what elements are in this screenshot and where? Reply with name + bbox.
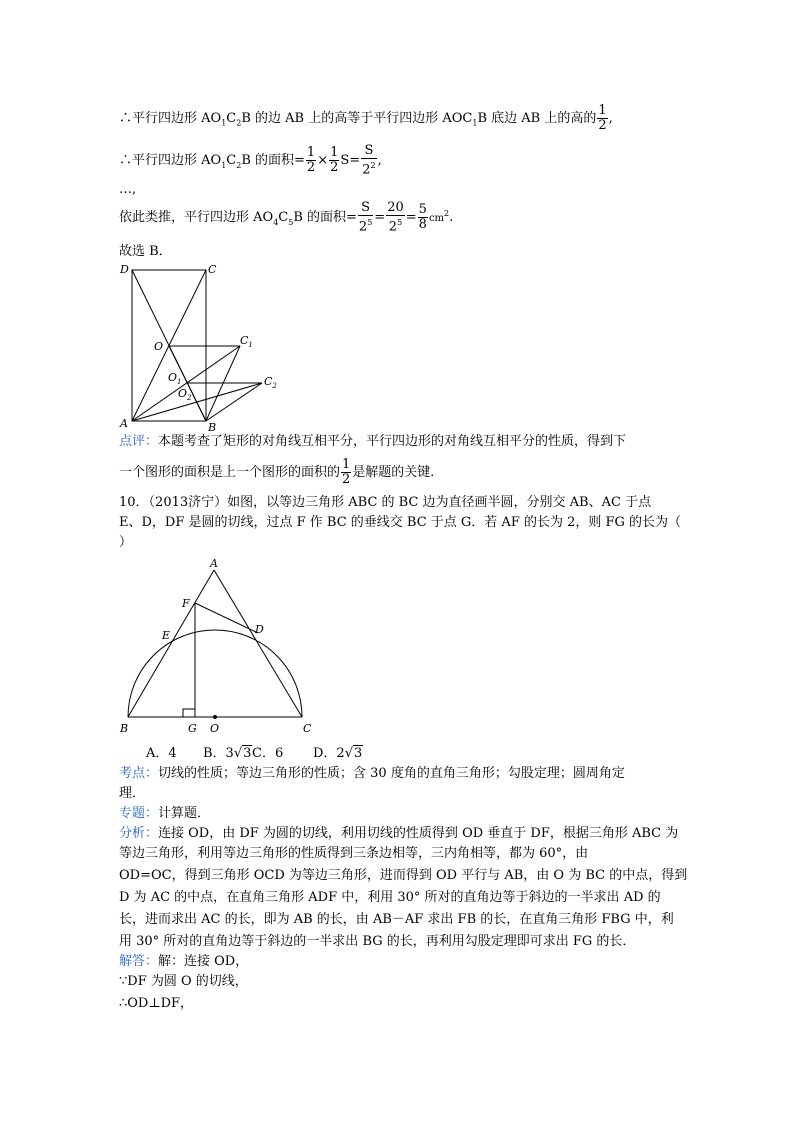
fraction-denominator [386, 216, 405, 234]
figure-rectangle-parallelograms [112, 260, 292, 432]
label-o2-sub: 2 [187, 394, 192, 402]
answer-text: 故选 B． [119, 244, 172, 259]
label-o1 [168, 371, 182, 386]
fraction [418, 203, 428, 232]
sqrt-symbol: √3 [233, 746, 252, 761]
fraction [386, 201, 405, 234]
segment-ac2 [132, 383, 262, 421]
label-c1 [240, 334, 253, 349]
exponent: 2 [444, 208, 450, 218]
side-ab [128, 570, 214, 717]
text-segment: 依此类推，平行四边形 AO [119, 210, 274, 226]
text-line-2 [119, 144, 382, 177]
label-c2-sub: 2 [272, 382, 277, 390]
text-line-4 [119, 201, 453, 234]
comment-label: 点评： [119, 434, 159, 449]
unit: cm [428, 213, 445, 225]
jieda-text: 解：连接 OD， [158, 954, 249, 969]
zhuanti-label: 专题： [119, 806, 159, 821]
subscript: 1 [472, 118, 478, 128]
label-o1-sub: 1 [177, 378, 182, 386]
comment-line-1 [119, 433, 626, 451]
equals-sign: = [405, 210, 417, 226]
subscript: 1 [221, 160, 227, 170]
option-a-text: A．4 [146, 746, 177, 761]
ellipsis: …, [119, 182, 137, 197]
jieda-text: ∴OD⊥DF， [119, 996, 194, 1011]
fraction-numerator: 1 [342, 457, 351, 472]
fraction [341, 458, 351, 487]
label-c1-sub: 1 [248, 341, 253, 349]
comment-line-2 [119, 458, 443, 487]
text-line-5 [119, 243, 172, 261]
sqrt-symbol: √3 [344, 746, 363, 761]
label-o: O [154, 340, 164, 353]
fenxi-text: 连接 OD，由 DF 为圆的切线，利用切线的性质得到 OD 垂直于 DF，根据三角形 ABC 为 [158, 826, 679, 841]
fraction-denominator [361, 159, 376, 177]
label-o2-base: O [178, 387, 188, 400]
fraction-denominator: 8 [418, 217, 427, 233]
tangent-fd [195, 603, 258, 633]
label-f: F [182, 597, 190, 610]
label-c1-base: C [240, 334, 249, 347]
fraction [597, 104, 607, 133]
fraction [329, 146, 339, 175]
fenxi-line-4 [119, 889, 661, 907]
fenxi-text: D 为 AC 的中点，在直角三角形 ADF 中，利用 30° 所对的直角边等于斜边的一半求出 AD 的 [119, 890, 661, 905]
fenxi-text: 用 30° 所对的直角边等于斜边的一半求出 BG 的长，再利用勾股定理即可求出 FG 的长． [119, 934, 636, 949]
label-o1-base: O [168, 371, 178, 384]
fenxi-label: 分析： [119, 826, 159, 841]
comment-text: 一个图形的面积是上一个图形的面积的 [119, 465, 341, 480]
figure-triangle-semicircle [112, 555, 322, 737]
label-c2 [264, 375, 277, 390]
kaodian-line-2 [119, 785, 145, 803]
text-segment: ∴平行四边形 AO [119, 111, 222, 126]
zhuanti-text: 计算题． [158, 806, 211, 821]
text-line-1 [119, 104, 613, 133]
exponent: 5 [397, 218, 403, 227]
fenxi-line-1 [119, 825, 678, 843]
jieda-line-2 [119, 973, 248, 991]
text-segment: S= [340, 153, 361, 169]
jieda-line-1 [119, 953, 248, 971]
center-point-o [213, 715, 217, 719]
subscript: 2 [236, 118, 242, 128]
fenxi-line-6 [119, 933, 635, 951]
option-c [252, 742, 283, 761]
label-e: E [162, 629, 171, 642]
text-segment: B 底边 AB 上的高的 [477, 111, 597, 126]
text-segment: ∴平行四边形 AO [119, 153, 222, 169]
fenxi-line-3 [119, 867, 687, 885]
fraction-denominator [358, 216, 373, 234]
comment-text: 是解题的关键． [352, 465, 444, 480]
zhuanti-line [119, 805, 210, 823]
fraction-numerator: 1 [330, 145, 339, 161]
label-d: D [255, 623, 264, 636]
fenxi-text: 等边三角形，利用等边三角形的性质得到三条边相等，三内角相等，都为 60°，由 [119, 846, 589, 861]
fraction-numerator: 20 [387, 200, 404, 215]
fraction-denominator: 2 [342, 472, 351, 487]
kaodian-label: 考点： [119, 766, 159, 781]
label-c: C [303, 722, 312, 735]
option-b-text: B．3 [203, 746, 234, 761]
option-a [146, 742, 177, 761]
fraction-numerator: 5 [418, 202, 427, 218]
text-segment: B 的边 AB 上的高等于平行四边形 AOC [241, 111, 473, 126]
text-segment: . [449, 210, 454, 226]
label-c: C [208, 263, 217, 276]
text-segment: , [608, 111, 613, 126]
label-c2-base: C [264, 375, 273, 388]
fraction-denominator: 2 [598, 118, 607, 133]
problem-text: E、D，DF 是圆的切线，过点 F 作 BC 的垂线交 BC 于点 G．若 AF 的长为 2，则 FG 的长为（ [119, 515, 682, 530]
exponent: 5 [367, 218, 373, 227]
option-c-text: C．6 [252, 746, 284, 761]
label-b: B [208, 421, 217, 432]
fenxi-text: OD=OC，得到三角形 OCD 为等边三角形，进而得到 OD 平行与 AB，由 O 为 BC 的中点，得到 [119, 868, 688, 883]
text-line-3 [119, 181, 136, 199]
label-a: A [120, 417, 128, 430]
label-g: G [188, 722, 197, 735]
fraction [358, 201, 373, 234]
text-segment: B 的面积= [241, 153, 305, 169]
text-segment: B 的面积= [293, 210, 357, 226]
problem-10-line-3 [119, 534, 132, 552]
right-angle-mark [183, 709, 195, 717]
text-segment: C [226, 153, 237, 169]
problem-text: ） [119, 535, 133, 550]
fraction-numerator: 1 [598, 103, 607, 118]
fraction-denominator: 2 [306, 160, 316, 176]
label-o: O [210, 722, 220, 735]
power-base: 2 [388, 219, 398, 235]
text-segment: C [226, 111, 237, 126]
fraction-numerator: S [361, 144, 376, 159]
sqrt-radicand: 3 [243, 746, 252, 761]
subscript: 1 [221, 118, 227, 128]
fenxi-text: 长，进而求出 AC 的长，即为 AB 的长，由 AB－AF 求出 FB 的长，在直角三角形 FBG 中，利 [119, 912, 674, 927]
comment-text: 本题考查了矩形的对角线互相平分，平行四边形的对角线互相平分的性质，得到下 [158, 434, 627, 449]
label-d: D [120, 263, 129, 276]
fenxi-line-2 [119, 845, 588, 863]
label-b: B [120, 722, 129, 735]
power-base: 2 [358, 219, 368, 235]
option-d-text: D．2 [313, 746, 345, 761]
jieda-line-3 [119, 995, 193, 1013]
fraction [361, 144, 376, 177]
exponent: 2 [370, 161, 376, 170]
fraction-numerator: 1 [306, 145, 316, 161]
equals-sign: = [374, 210, 386, 226]
jieda-text: ∵DF 为圆 O 的切线， [119, 974, 248, 989]
problem-10-line-2 [119, 514, 681, 532]
option-d [313, 742, 363, 761]
fraction [306, 146, 316, 175]
sqrt-radicand: 3 [354, 746, 363, 761]
kaodian-line-1 [119, 765, 625, 783]
times-sign: × [317, 153, 329, 169]
fenxi-line-5 [119, 911, 674, 929]
power-base: 2 [362, 162, 371, 178]
label-a: A [210, 557, 218, 570]
jieda-label: 解答： [119, 954, 159, 969]
fraction-numerator: S [358, 201, 373, 216]
subscript: 2 [236, 160, 242, 170]
subscript: 5 [288, 217, 294, 227]
subscript: 4 [273, 217, 279, 227]
side-ac [214, 570, 302, 717]
problem-text: 10．（2013济宁）如图，以等边三角形 ABC 的 BC 边为直径画半圆，分别交 AB、AC 于点 [119, 495, 652, 510]
kaodian-text: 理． [119, 786, 146, 801]
problem-10-line-1 [119, 494, 651, 512]
kaodian-text: 切线的性质；等边三角形的性质；含 30 度角的直角三角形；勾股定理；圆周角定 [158, 766, 625, 781]
text-segment: C [278, 210, 289, 226]
fraction-denominator: 2 [330, 160, 339, 176]
option-b [203, 742, 252, 761]
text-segment: , [377, 153, 382, 169]
